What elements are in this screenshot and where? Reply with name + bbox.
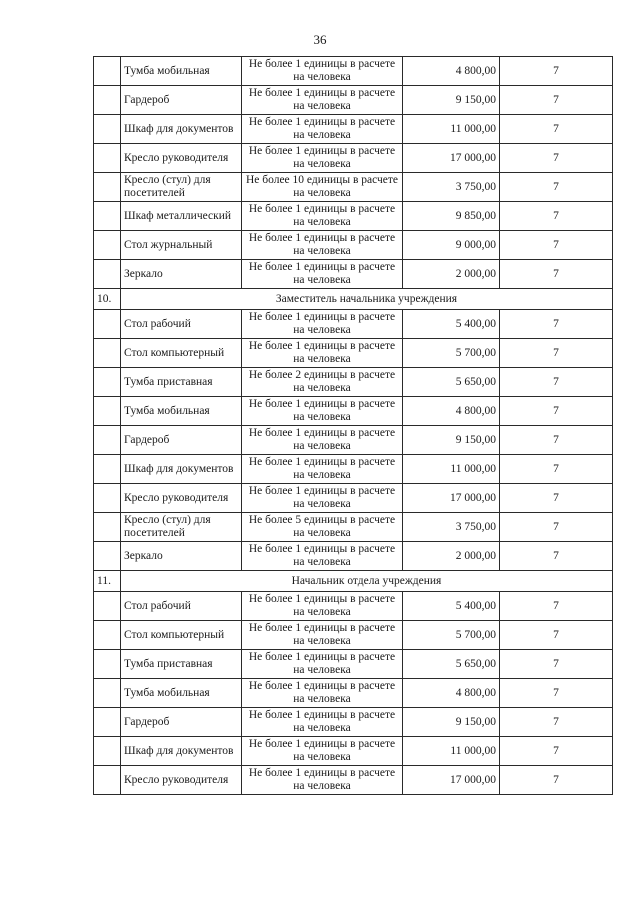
price-cell: 4 800,00 <box>403 397 500 426</box>
table-row <box>94 57 613 86</box>
table-row <box>94 484 613 513</box>
price-cell: 4 800,00 <box>403 679 500 708</box>
service-life-cell: 7 <box>500 368 613 397</box>
quantity-norm-cell: Не более 1 единицы в расчете на человека <box>242 57 403 86</box>
item-name-cell: Гардероб <box>121 708 242 737</box>
quantity-norm-cell: Не более 1 единицы в расчете на человека <box>242 484 403 513</box>
item-name-cell: Шкаф для документов <box>121 115 242 144</box>
table-row <box>94 173 613 202</box>
price-cell: 5 400,00 <box>403 592 500 621</box>
service-life-cell: 7 <box>500 592 613 621</box>
price-cell: 17 000,00 <box>403 144 500 173</box>
service-life-cell: 7 <box>500 57 613 86</box>
table-row <box>94 86 613 115</box>
quantity-norm-cell: Не более 5 единицы в расчете на человека <box>242 513 403 542</box>
row-number-cell <box>94 679 121 708</box>
service-life-cell: 7 <box>500 339 613 368</box>
price-cell: 11 000,00 <box>403 115 500 144</box>
quantity-norm-cell: Не более 1 единицы в расчете на человека <box>242 260 403 289</box>
quantity-norm-cell: Не более 1 единицы в расчете на человека <box>242 144 403 173</box>
quantity-norm-cell: Не более 2 единицы в расчете на человека <box>242 368 403 397</box>
service-life-cell: 7 <box>500 542 613 571</box>
item-name-cell: Тумба мобильная <box>121 57 242 86</box>
item-name-cell: Стол компьютерный <box>121 339 242 368</box>
table-row <box>94 766 613 795</box>
price-cell: 11 000,00 <box>403 737 500 766</box>
item-name-cell: Гардероб <box>121 426 242 455</box>
row-number-cell <box>94 621 121 650</box>
row-number-cell <box>94 115 121 144</box>
row-number-cell <box>94 542 121 571</box>
quantity-norm-cell: Не более 1 единицы в расчете на человека <box>242 86 403 115</box>
service-life-cell: 7 <box>500 455 613 484</box>
section-title: Заместитель начальника учреждения <box>121 289 613 310</box>
item-name-cell: Стол компьютерный <box>121 621 242 650</box>
item-name-cell: Шкаф для документов <box>121 455 242 484</box>
quantity-norm-cell: Не более 1 единицы в расчете на человека <box>242 339 403 368</box>
row-number-cell <box>94 310 121 339</box>
table-row <box>94 708 613 737</box>
price-cell: 2 000,00 <box>403 260 500 289</box>
row-number-cell <box>94 260 121 289</box>
price-cell: 11 000,00 <box>403 455 500 484</box>
price-cell: 3 750,00 <box>403 173 500 202</box>
service-life-cell: 7 <box>500 708 613 737</box>
row-number-cell <box>94 231 121 260</box>
table-row <box>94 542 613 571</box>
row-number-cell <box>94 144 121 173</box>
price-cell: 9 150,00 <box>403 708 500 737</box>
item-name-cell: Стол журнальный <box>121 231 242 260</box>
quantity-norm-cell: Не более 1 единицы в расчете на человека <box>242 679 403 708</box>
table-row <box>94 679 613 708</box>
quantity-norm-cell: Не более 1 единицы в расчете на человека <box>242 455 403 484</box>
quantity-norm-cell: Не более 1 единицы в расчете на человека <box>242 310 403 339</box>
row-number-cell <box>94 173 121 202</box>
section-title: Начальник отдела учреждения <box>121 571 613 592</box>
quantity-norm-cell: Не более 1 единицы в расчете на человека <box>242 231 403 260</box>
table-row <box>94 426 613 455</box>
service-life-cell: 7 <box>500 679 613 708</box>
item-name-cell: Шкаф для документов <box>121 737 242 766</box>
row-number-cell <box>94 708 121 737</box>
table-row <box>94 455 613 484</box>
service-life-cell: 7 <box>500 115 613 144</box>
item-name-cell: Тумба мобильная <box>121 397 242 426</box>
table-row <box>94 592 613 621</box>
item-name-cell: Кресло руководителя <box>121 766 242 795</box>
service-life-cell: 7 <box>500 650 613 679</box>
item-name-cell: Кресло (стул) для посетителей <box>121 173 242 202</box>
item-name-cell: Стол рабочий <box>121 592 242 621</box>
price-cell: 9 000,00 <box>403 231 500 260</box>
service-life-cell: 7 <box>500 260 613 289</box>
row-number-cell <box>94 513 121 542</box>
quantity-norm-cell: Не более 1 единицы в расчете на человека <box>242 542 403 571</box>
price-cell: 17 000,00 <box>403 484 500 513</box>
service-life-cell: 7 <box>500 231 613 260</box>
section-number: 11. <box>94 571 121 592</box>
quantity-norm-cell: Не более 1 единицы в расчете на человека <box>242 397 403 426</box>
quantity-norm-cell: Не более 10 единицы в расчете на человека <box>242 173 403 202</box>
row-number-cell <box>94 737 121 766</box>
item-name-cell: Стол рабочий <box>121 310 242 339</box>
row-number-cell <box>94 397 121 426</box>
quantity-norm-cell: Не более 1 единицы в расчете на человека <box>242 737 403 766</box>
item-name-cell: Тумба приставная <box>121 650 242 679</box>
row-number-cell <box>94 57 121 86</box>
price-cell: 5 650,00 <box>403 650 500 679</box>
price-cell: 5 700,00 <box>403 621 500 650</box>
item-name-cell: Тумба приставная <box>121 368 242 397</box>
table-row <box>94 737 613 766</box>
table-row <box>94 368 613 397</box>
item-name-cell: Кресло руководителя <box>121 484 242 513</box>
item-name-cell: Гардероб <box>121 86 242 115</box>
quantity-norm-cell: Не более 1 единицы в расчете на человека <box>242 115 403 144</box>
row-number-cell <box>94 484 121 513</box>
service-life-cell: 7 <box>500 397 613 426</box>
table-row <box>94 231 613 260</box>
table-row <box>94 260 613 289</box>
row-number-cell <box>94 650 121 679</box>
price-cell: 5 650,00 <box>403 368 500 397</box>
service-life-cell: 7 <box>500 426 613 455</box>
quantity-norm-cell: Не более 1 единицы в расчете на человека <box>242 708 403 737</box>
price-cell: 9 850,00 <box>403 202 500 231</box>
furniture-norms-table <box>93 56 613 795</box>
service-life-cell: 7 <box>500 173 613 202</box>
row-number-cell <box>94 455 121 484</box>
service-life-cell: 7 <box>500 86 613 115</box>
table-body <box>94 57 613 795</box>
table-row <box>94 115 613 144</box>
table-row <box>94 513 613 542</box>
item-name-cell: Шкаф металлический <box>121 202 242 231</box>
page-number: 36 <box>313 32 327 47</box>
item-name-cell: Кресло руководителя <box>121 144 242 173</box>
price-cell: 5 400,00 <box>403 310 500 339</box>
section-number: 10. <box>94 289 121 310</box>
service-life-cell: 7 <box>500 621 613 650</box>
service-life-cell: 7 <box>500 766 613 795</box>
table-row <box>94 144 613 173</box>
section-header-row <box>94 571 613 592</box>
row-number-cell <box>94 368 121 397</box>
row-number-cell <box>94 339 121 368</box>
service-life-cell: 7 <box>500 737 613 766</box>
price-cell: 5 700,00 <box>403 339 500 368</box>
table-row <box>94 310 613 339</box>
service-life-cell: 7 <box>500 513 613 542</box>
row-number-cell <box>94 202 121 231</box>
section-header-row <box>94 289 613 310</box>
price-cell: 3 750,00 <box>403 513 500 542</box>
service-life-cell: 7 <box>500 310 613 339</box>
item-name-cell: Тумба мобильная <box>121 679 242 708</box>
item-name-cell: Кресло (стул) для посетителей <box>121 513 242 542</box>
service-life-cell: 7 <box>500 484 613 513</box>
quantity-norm-cell: Не более 1 единицы в расчете на человека <box>242 650 403 679</box>
quantity-norm-cell: Не более 1 единицы в расчете на человека <box>242 621 403 650</box>
table-row <box>94 397 613 426</box>
service-life-cell: 7 <box>500 202 613 231</box>
price-cell: 4 800,00 <box>403 57 500 86</box>
price-cell: 17 000,00 <box>403 766 500 795</box>
row-number-cell <box>94 592 121 621</box>
price-cell: 9 150,00 <box>403 426 500 455</box>
table-row <box>94 339 613 368</box>
table-row <box>94 650 613 679</box>
service-life-cell: 7 <box>500 144 613 173</box>
table-row <box>94 202 613 231</box>
row-number-cell <box>94 86 121 115</box>
row-number-cell <box>94 426 121 455</box>
row-number-cell <box>94 766 121 795</box>
quantity-norm-cell: Не более 1 единицы в расчете на человека <box>242 766 403 795</box>
price-cell: 9 150,00 <box>403 86 500 115</box>
item-name-cell: Зеркало <box>121 260 242 289</box>
table-row <box>94 621 613 650</box>
item-name-cell: Зеркало <box>121 542 242 571</box>
quantity-norm-cell: Не более 1 единицы в расчете на человека <box>242 592 403 621</box>
quantity-norm-cell: Не более 1 единицы в расчете на человека <box>242 426 403 455</box>
quantity-norm-cell: Не более 1 единицы в расчете на человека <box>242 202 403 231</box>
price-cell: 2 000,00 <box>403 542 500 571</box>
